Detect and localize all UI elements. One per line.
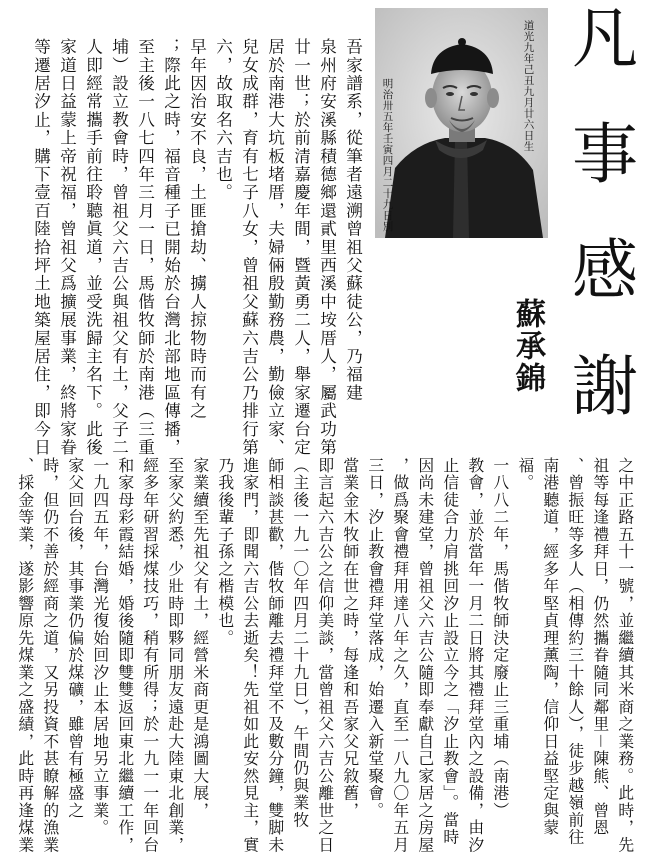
title-char-4: 謝 bbox=[572, 348, 638, 425]
text-column: 時，但仍不善於經商之道，又另投資不甚瞭解的漁業 bbox=[40, 457, 60, 854]
text-column: 即言起六吉公之信仰美談，當曾祖父六吉公離世之日 bbox=[315, 457, 335, 854]
text-column: 止信徒合力肩挑回汐止設立今之「汐止教會」。當時 bbox=[440, 457, 460, 846]
text-column: 、採金等業，遂影響原先煤業之盛績，此時再逢煤業 bbox=[15, 457, 35, 854]
text-column: 家父回台後，其事業仍偏於煤礦，雖曾有極盛之 bbox=[65, 457, 85, 820]
text-column: 一九四五年，台灣光復始回汐止本居地另立事業。 bbox=[90, 457, 110, 837]
author-name: 蘇承錦 bbox=[510, 298, 545, 394]
text-column: 兒女成群，育有七子八女，曾祖父蘇六吉公乃排行第 bbox=[239, 38, 259, 457]
text-column: 教會，並於當年一月二日將其禮拜堂內之設備，由汐 bbox=[465, 457, 485, 854]
portrait-photo bbox=[375, 8, 548, 238]
title-char-3: 感 bbox=[572, 232, 638, 309]
text-column: 早年因治安不良，土匪搶劫、擄人掠物時而有之 bbox=[187, 38, 207, 421]
text-column: 泉州府安溪縣積德鄉還貳里西溪中垵厝人，屬武功第 bbox=[317, 38, 337, 457]
text-column: 廿一世；於前清嘉慶年間，暨黃勇二人，舉家遷台定 bbox=[291, 38, 311, 457]
text-column: 和家母彩霞結婚，婚後隨即雙雙返回東北繼續工作， bbox=[115, 457, 135, 854]
text-column: 因尚未建堂，曾祖父六吉公隨即奉獻自己家居之房屋 bbox=[415, 457, 435, 854]
text-column: 一八八二年，馬偕牧師決定廢止三重埔（南港） bbox=[490, 457, 510, 820]
text-column: 等遷居汐止，購下壹百陸拾坪土地築屋居住，即今日 bbox=[31, 38, 51, 457]
text-column: 之中正路五十一號，並繼續其米商之業務。此時，先 bbox=[615, 457, 635, 854]
text-column: 進家門，即聞六吉公去逝矣！先祖如此安然見主，實 bbox=[240, 457, 260, 854]
text-column: 祖等每逢禮拜日，仍然攜眷隨同鄰里－陳熊、曾恩 bbox=[590, 457, 610, 837]
text-column: 埔）設立教會時，曾祖父六吉公與祖父有土，父子二 bbox=[109, 38, 129, 457]
text-column: 家道日益蒙上帝祝福，曾祖父爲擴展事業，終將家眷 bbox=[57, 38, 77, 457]
text-column: 居於南港大坑板堵厝，夫婦倆殷勤務農，勤儉立家、 bbox=[265, 38, 285, 457]
text-column: 吾家譜系，從筆者遠溯曾祖父蘇徒公，乃福建 bbox=[343, 38, 363, 402]
text-column: 師相談甚歡，偕牧師離去禮拜堂不及數分鐘，雙脚未 bbox=[265, 457, 285, 854]
text-column: 三日，汐止教會禮拜堂落成，始遷入新堂聚會。 bbox=[365, 457, 385, 820]
text-column: 人即經常攜手前往聆聽眞道，並受洗歸主名下。此後 bbox=[83, 38, 103, 457]
text-column: 南港聽道，經多年堅貞理薰陶，信仰日益堅定與蒙 bbox=[540, 457, 560, 837]
text-column: 經多年研習採煤技巧，稍有所得；於一九一一年回台 bbox=[140, 457, 160, 854]
text-column: 六，故取名六吉也。 bbox=[213, 38, 233, 202]
text-column: 乃我後輩子孫之楷模也。 bbox=[215, 457, 235, 647]
photo-caption-death: 明治卅五年壬寅四月二十九日別 bbox=[381, 78, 394, 232]
title-char-1: 凡 bbox=[572, 0, 638, 77]
text-column: 、曾振旺等多人（相傳約三十餘人），徒步越嶺前往 bbox=[565, 457, 585, 846]
title-char-2: 事 bbox=[572, 116, 638, 193]
photo-caption-birth: 道光九年己丑九月廿六日生 bbox=[522, 20, 535, 152]
text-column: 當業金木牧師在世之時，每逢和吾家父兄敘舊， bbox=[340, 457, 360, 820]
text-column: 至家父約悉，少壯時即夥同朋友遠赴大陸東北創業， bbox=[165, 457, 185, 854]
text-column: ；際此之時，福音種子已開始於台灣北部地區傳播， bbox=[161, 38, 181, 457]
text-column: 福。 bbox=[515, 457, 535, 492]
article-title bbox=[560, 0, 650, 456]
text-column: （主後一九一〇年四月二十九日），午間仍與業牧 bbox=[290, 457, 310, 829]
text-column: ，做爲聚會禮拜用達八年之久，直至一八九〇年五月 bbox=[390, 457, 410, 854]
text-column: 家業續至先祖父有土，經營米商更是鴻圖大展， bbox=[190, 457, 210, 820]
text-column: 至主後一八七四年三月一日，馬偕牧師於南港（三重 bbox=[135, 38, 155, 457]
